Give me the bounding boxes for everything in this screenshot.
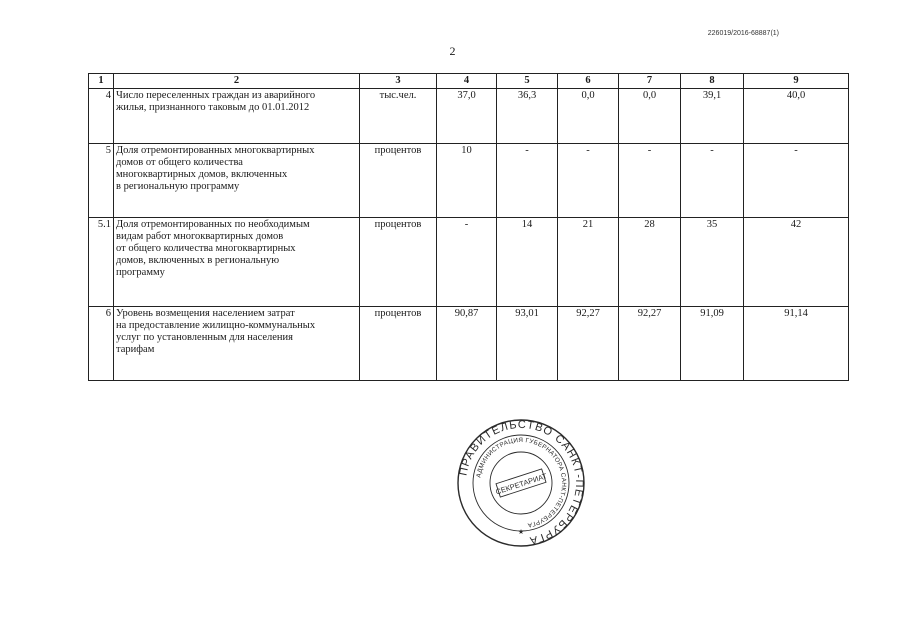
indicator-name-line: многоквартирных домов, включенных xyxy=(116,169,288,180)
value-cell: 28 xyxy=(619,218,681,307)
seal-outer-text: ПРАВИТЕЛЬСТВО САНКТ-ПЕТЕРБУРГА xyxy=(457,418,586,547)
value-cell: 21 xyxy=(558,218,619,307)
value-cell: 37,0 xyxy=(437,89,497,144)
indicators-table xyxy=(88,73,849,381)
value-cell: 90,87 xyxy=(437,307,497,381)
indicator-name-line: на предоставление жилищно-коммунальных xyxy=(116,320,316,331)
value-cell: 91,14 xyxy=(744,307,849,381)
value-cell: 10 xyxy=(437,144,497,218)
indicator-name-line: от общего количества многоквартирных xyxy=(116,243,296,254)
value-cell: 0,0 xyxy=(619,89,681,144)
indicator-name-line: Уровень возмещения населением затрат xyxy=(116,308,295,319)
indicator-name-line: тарифам xyxy=(116,344,155,355)
header-cell: 5 xyxy=(497,74,558,89)
indicator-name-line: жилья, признанного таковым до 01.01.2012 xyxy=(116,102,310,113)
indicator-name xyxy=(114,307,360,381)
seal-center-text: СЕКРЕТАРИАТ xyxy=(494,471,549,497)
page-number: 2 xyxy=(449,44,456,58)
header-cell: 2 xyxy=(114,74,360,89)
secretariat-seal-stamp xyxy=(456,418,586,548)
indicator-name-line: услуг по установленным для населения xyxy=(116,332,293,343)
seal-inner-text: АДМИНИСТРАЦИЯ ГУБЕРНАТОРА САНКТ-ПЕТЕРБУРГА xyxy=(475,436,568,529)
table-row xyxy=(89,218,849,307)
indicator-name xyxy=(114,89,360,144)
indicator-name-line: видам работ многоквартирных домов xyxy=(116,231,284,242)
value-cell: 40,0 xyxy=(744,89,849,144)
value-cell: - xyxy=(619,144,681,218)
value-cell: - xyxy=(558,144,619,218)
table-row xyxy=(89,144,849,218)
unit-cell: процентов xyxy=(360,218,437,307)
value-cell: 92,27 xyxy=(619,307,681,381)
value-cell: 39,1 xyxy=(681,89,744,144)
indicator-name-line: программу xyxy=(116,267,165,278)
value-cell: - xyxy=(681,144,744,218)
header-cell: 7 xyxy=(619,74,681,89)
value-cell: 36,3 xyxy=(497,89,558,144)
indicator-name-line: Доля отремонтированных многоквартирных xyxy=(116,145,315,156)
indicator-name-line: в региональную программу xyxy=(116,181,240,192)
header-cell: 8 xyxy=(681,74,744,89)
unit-cell: процентов xyxy=(360,144,437,218)
value-cell: - xyxy=(744,144,849,218)
value-cell: - xyxy=(437,218,497,307)
row-number: 5.1 xyxy=(89,218,114,307)
indicator-name-line: Число переселенных граждан из аварийного xyxy=(116,90,316,101)
row-number: 6 xyxy=(89,307,114,381)
header-cell: 6 xyxy=(558,74,619,89)
header-cell: 9 xyxy=(744,74,849,89)
value-cell: 35 xyxy=(681,218,744,307)
unit-cell: тыс.чел. xyxy=(360,89,437,144)
header-cell: 3 xyxy=(360,74,437,89)
value-cell: - xyxy=(497,144,558,218)
header-cell: 4 xyxy=(437,74,497,89)
indicator-name-line: домов от общего количества xyxy=(116,157,243,168)
value-cell: 91,09 xyxy=(681,307,744,381)
indicator-name xyxy=(114,218,360,307)
table-header-row xyxy=(89,74,849,89)
value-cell: 0,0 xyxy=(558,89,619,144)
document-id: 226019/2016-68887(1) xyxy=(707,30,779,37)
table-row xyxy=(89,89,849,144)
value-cell: 42 xyxy=(744,218,849,307)
value-cell: 93,01 xyxy=(497,307,558,381)
value-cell: 92,27 xyxy=(558,307,619,381)
row-number: 4 xyxy=(89,89,114,144)
unit-cell: процентов xyxy=(360,307,437,381)
indicator-name-line: домов, включенных в региональную xyxy=(116,255,280,266)
row-number: 5 xyxy=(89,144,114,218)
header-cell: 1 xyxy=(89,74,114,89)
indicator-name xyxy=(114,144,360,218)
indicator-name-line: Доля отремонтированных по необходимым xyxy=(116,219,310,230)
table-row xyxy=(89,307,849,381)
value-cell: 14 xyxy=(497,218,558,307)
seal-star-icon: ★ xyxy=(517,528,525,536)
